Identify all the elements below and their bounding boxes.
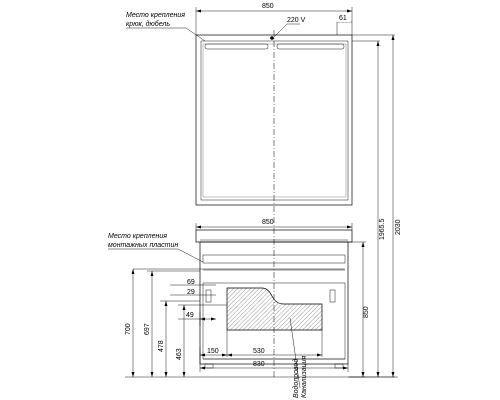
mirror-light-left [205, 44, 268, 49]
height-697-label: 697 [144, 323, 151, 335]
dim-49-label: 49 [186, 312, 194, 319]
height-478-label: 478 [158, 340, 165, 352]
dim-830-label: 830 [253, 361, 265, 368]
foot-left [205, 364, 213, 368]
plumbing-label-line2: Канализация [301, 355, 308, 398]
cabinet-right-height [348, 242, 370, 377]
plate-mount-note-line1: Место крепления [108, 233, 168, 240]
mirror-width-label: 850 [262, 3, 274, 10]
plate-mount-note-line2: монтажных пластин [108, 242, 179, 249]
plumbing-label-line1: Водопровод [293, 358, 300, 398]
power-point-icon [270, 36, 274, 40]
right-height-label: 850 [363, 306, 370, 318]
power-callout [270, 17, 305, 40]
foot-right [335, 364, 343, 368]
mirror-offset-label: 61 [339, 15, 347, 22]
dim-49 [178, 312, 216, 326]
cabinet-width-label: 850 [262, 219, 274, 226]
height-463-label: 463 [176, 348, 183, 360]
mirror-glass [203, 44, 346, 197]
mirror-mount-note-line2: крюк, дюбель [126, 21, 171, 28]
plate-mount-callout [108, 233, 203, 262]
mirror-mount-callout [126, 12, 205, 41]
mirror-light-right [277, 44, 344, 49]
dim-530-label: 530 [253, 348, 265, 355]
dim-29-label: 29 [187, 289, 195, 296]
plumbing-cutout [227, 288, 322, 330]
height-1965-label: 1965.5 [379, 218, 386, 240]
mirror-inner-frame [201, 41, 348, 200]
dim-150-label: 150 [207, 348, 219, 355]
mirror-offset-dimension [336, 13, 352, 35]
dim-69-label: 69 [187, 279, 195, 286]
mirror-mount-note-line1: Место крепления [126, 12, 186, 19]
height-700-label: 700 [125, 323, 132, 335]
overall-height-dimensions [350, 35, 402, 377]
height-2030-label: 2030 [395, 219, 402, 235]
voltage-label: 220 V [287, 17, 306, 24]
